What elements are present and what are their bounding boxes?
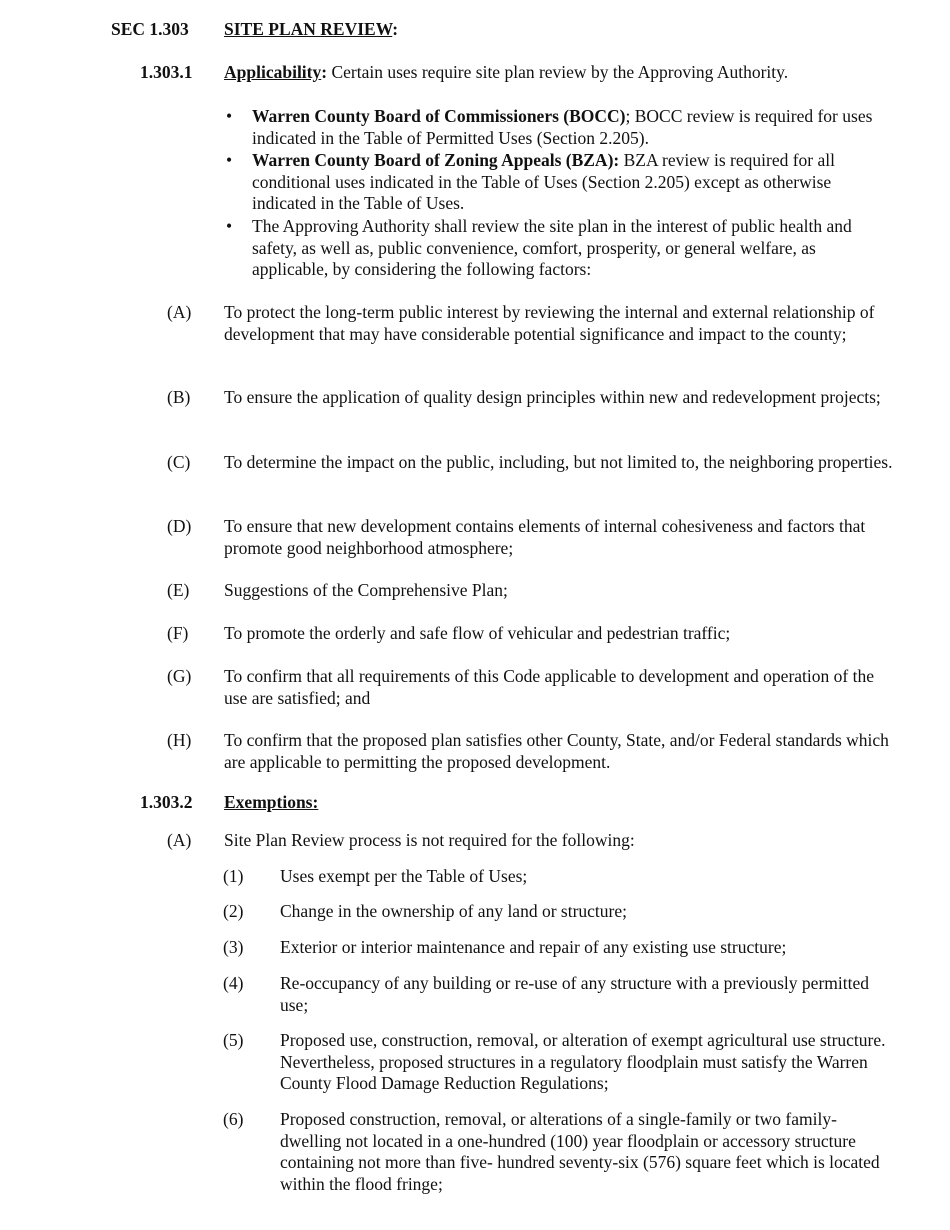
factor-letter: (E)	[167, 580, 190, 600]
bullet-item-bocc	[252, 106, 896, 149]
factor-text: To ensure that new development contains elements of internal cohesiveness and factors that promote good neighborhood atmosphere;	[224, 516, 866, 558]
subitem-text: Proposed use, construction, removal, or alteration of exempt agricultural use structure. Nevertheless, proposed structures in a regulatory floodplain must satisfy the Warren County Flood Damage Reduction Regulations;	[280, 1030, 886, 1093]
applicability-paragraph	[224, 62, 896, 84]
section-title	[224, 19, 398, 41]
subitem-number: (4)	[223, 973, 244, 993]
factor-text: To confirm that all requirements of this Code applicable to development and operation of the use are satisfied; and	[224, 666, 874, 708]
section-title-text: SITE PLAN REVIEW	[224, 19, 393, 39]
bullet-item-approving-authority	[252, 216, 896, 281]
factor-text: To protect the long-term public interest by reviewing the internal and external relationship of development that may have considerable potential significance and impact to the county;	[224, 302, 875, 344]
factor-letter: (H)	[167, 730, 192, 750]
applicability-text: Certain uses require site plan review by the Approving Authority.	[327, 62, 789, 82]
subitem-text: Re-occupancy of any building or re-use of any structure with a previously permitted use;	[280, 973, 869, 1015]
section-title-colon: :	[392, 19, 399, 39]
subitem-text: Change in the ownership of any land or structure;	[280, 901, 627, 921]
subitem-number: (6)	[223, 1109, 244, 1129]
factor-text: To confirm that the proposed plan satisfies other County, State, and/or Federal standards which are applicable to permitting the proposed development.	[224, 730, 889, 772]
subitem-text: Uses exempt per the Table of Uses;	[280, 866, 528, 886]
bullet-text: ; BOCC review is required for uses indicated in the Table of Permitted Uses (Section 2.205).	[252, 106, 873, 148]
factor-letter: (B)	[167, 387, 191, 407]
exemption-text: Site Plan Review process is not required for the following:	[224, 830, 635, 850]
bullet-text: BZA review is required for all conditional uses indicated in the Table of Uses (Section 2.205) except as otherwise indicated in the Table of Uses.	[252, 150, 836, 213]
applicability-heading: Applicability	[224, 62, 322, 82]
section-number: SEC 1.303	[111, 19, 189, 39]
exemptions-number: 1.303.2	[140, 792, 193, 812]
subitem-text: Exterior or interior maintenance and repair of any existing use structure;	[280, 937, 787, 957]
factor-letter: (D)	[167, 516, 192, 536]
subitem-number: (1)	[223, 866, 244, 886]
bullet-bold: Warren County Board of Zoning Appeals (BZA):	[252, 150, 620, 170]
factor-letter: (F)	[167, 623, 189, 643]
factor-letter: (C)	[167, 452, 191, 472]
exemptions-heading: Exemptions:	[224, 792, 319, 812]
applicability-number: 1.303.1	[140, 62, 193, 82]
bullet-glyph: •	[226, 150, 233, 170]
exemption-letter: (A)	[167, 830, 192, 850]
subitem-number: (5)	[223, 1030, 244, 1050]
factor-text: To promote the orderly and safe flow of vehicular and pedestrian traffic;	[224, 623, 731, 643]
applicability-heading-colon: :	[321, 62, 328, 82]
bullet-bold: Warren County Board of Commissioners (BOCC)	[252, 106, 626, 126]
factor-letter: (G)	[167, 666, 192, 686]
factor-text: Suggestions of the Comprehensive Plan;	[224, 580, 508, 600]
factor-letter: (A)	[167, 302, 192, 322]
subitem-number: (3)	[223, 937, 244, 957]
bullet-text: The Approving Authority shall review the site plan in the interest of public health and safety, as well as, public convenience, comfort, prosperity, or general welfare, as applicable, by considering the following factors:	[252, 216, 852, 279]
bullet-item-bza	[252, 150, 896, 215]
bullet-glyph: •	[226, 106, 233, 126]
factor-text: To determine the impact on the public, including, but not limited to, the neighboring properties.	[224, 452, 893, 472]
factor-text: To ensure the application of quality design principles within new and redevelopment projects;	[224, 387, 881, 407]
subitem-number: (2)	[223, 901, 244, 921]
subitem-text: Proposed construction, removal, or alterations of a single-family or two family-dwelling not located in a one-hundred (100) year floodplain or accessory structure containing not more than five- hundred seventy-six (576) square feet which is located within the flood fringe;	[280, 1109, 880, 1194]
bullet-glyph: •	[226, 216, 233, 236]
